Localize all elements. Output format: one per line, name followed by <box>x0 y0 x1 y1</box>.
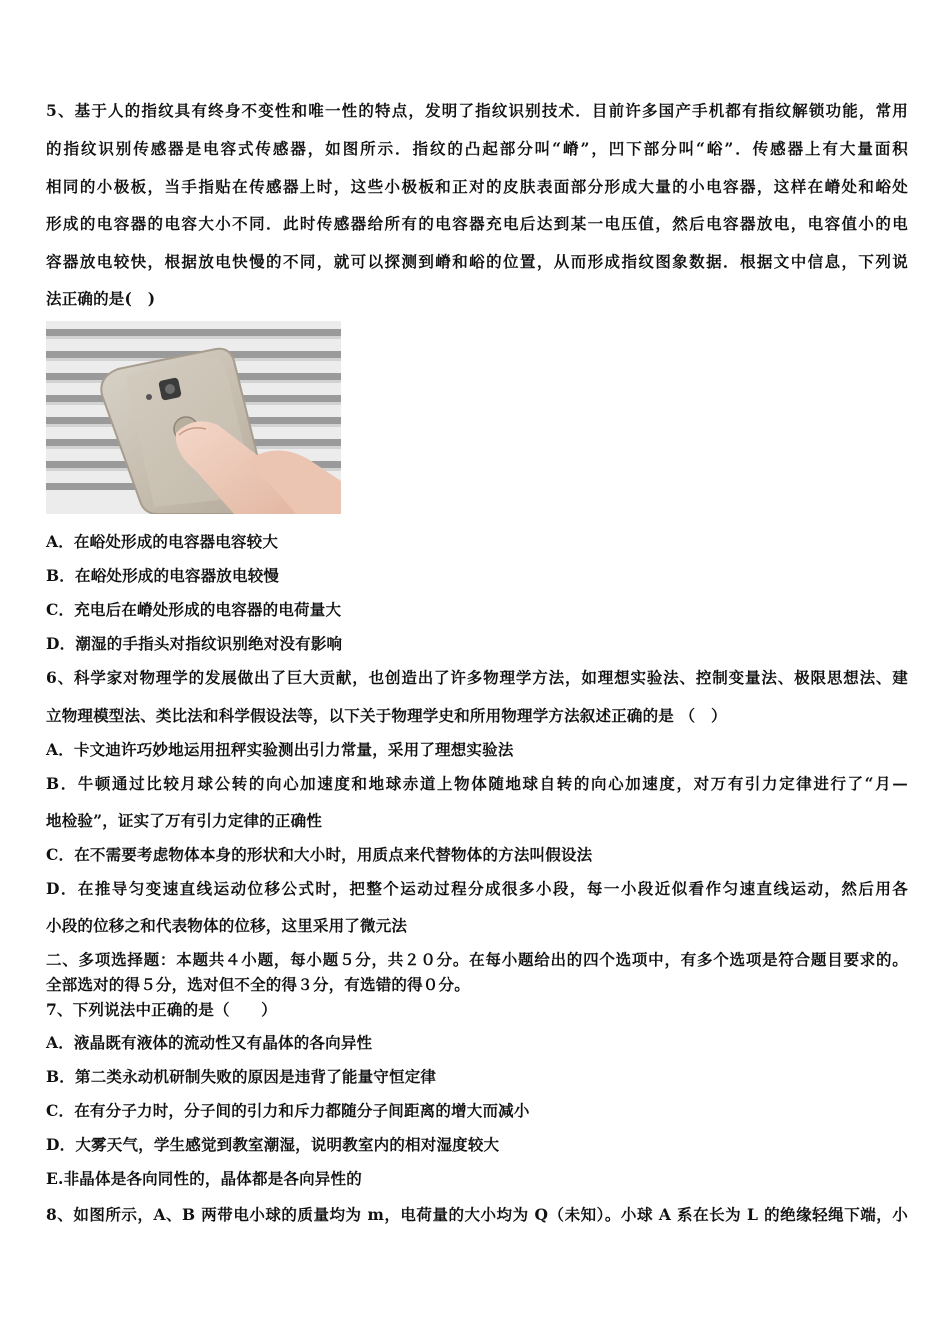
phone-finger-illustration <box>46 321 341 514</box>
q5-stem-line-4: 形成的电容器的电容大小不同．此时传感器给所有的电容器充电后达到某一电压值，然后电容器放电，电容值小的电 <box>46 214 908 233</box>
q7-stem: 7、下列说法中正确的是（ ） <box>46 1000 277 1019</box>
q6-option-a: A．卡文迪许巧妙地运用扭秤实验测出引力常量，采用了理想实验法 <box>46 740 514 759</box>
q5-option-d: D．潮湿的手指头对指纹识别绝对没有影响 <box>46 634 343 653</box>
section2-instructions-line-2: 全部选对的得５分，选对但不全的得３分，有选错的得０分。 <box>46 975 470 994</box>
q8-stem-line-1: 8、如图所示，A、B 两带电小球的质量均为 m，电荷量的大小均为 Q（未知）。小球 A 系在长为 L 的绝缘轻绳下端，小 <box>46 1205 908 1224</box>
q5-option-b: B．在峪处形成的电容器放电较慢 <box>46 566 280 585</box>
q6-option-c: C．在不需要考虑物体本身的形状和大小时，用质点来代替物体的方法叫假设法 <box>46 845 593 864</box>
q7-option-d: D．大雾天气，学生感觉到教室潮湿，说明教室内的相对湿度较大 <box>46 1135 500 1154</box>
q6-stem-line-2: 立物理模型法、类比法和科学假设法等，以下关于物理学史和所用物理学方法叙述正确的是 （ ） <box>46 706 727 725</box>
q5-option-a: A．在峪处形成的电容器电容较大 <box>46 532 279 551</box>
q6-option-b-line-2: 地检验”，证实了万有引力定律的正确性 <box>46 811 323 830</box>
section2-instructions-line-1: 二、多项选择题：本题共４小题，每小题５分，共２０分。在每小题给出的四个选项中，有多个选项是符合题目要求的。 <box>46 950 908 969</box>
q7-option-a: A．液晶既有液体的流动性又有晶体的各向异性 <box>46 1033 373 1052</box>
q6-option-b-line-1: B．牛顿通过比较月球公转的向心加速度和地球赤道上物体随地球自转的向心加速度，对万有引力定律进行了“月— <box>46 774 908 793</box>
q6-stem-line-1: 6、科学家对物理学的发展做出了巨大贡献，也创造出了许多物理学方法，如理想实验法、控制变量法、极限思想法、建 <box>46 668 908 687</box>
q5-stem-line-1: 5、基于人的指纹具有终身不变性和唯一性的特点，发明了指纹识别技术．目前许多国产手机都有指纹解锁功能，常用 <box>46 101 908 120</box>
q7-option-e: E.非晶体是各向同性的，晶体都是各向异性的 <box>46 1169 362 1188</box>
q5-stem-line-2: 的指纹识别传感器是电容式传感器，如图所示．指纹的凸起部分叫“嵴”，凹下部分叫“峪”．传感器上有大量面积 <box>46 139 908 158</box>
q5-stem-line-5: 容器放电较快，根据放电快慢的不同，就可以探测到嵴和峪的位置，从而形成指纹图象数据．根据文中信息，下列说 <box>46 252 908 271</box>
q6-option-d-line-1: D．在推导匀变速直线运动位移公式时，把整个运动过程分成很多小段，每一小段近似看作匀速直线运动，然后用各 <box>46 879 908 898</box>
q6-option-d-line-2: 小段的位移之和代表物体的位移，这里采用了微元法 <box>46 916 408 935</box>
fingerprint-phone-photo <box>46 321 341 514</box>
q7-option-c: C．在有分子力时，分子间的引力和斥力都随分子间距离的增大而减小 <box>46 1101 530 1120</box>
q5-stem-line-3: 相同的小极板，当手指贴在传感器上时，这些小极板和正对的皮肤表面部分形成大量的小电容器，这样在嵴处和峪处 <box>46 177 908 196</box>
q7-option-b: B．第二类永动机研制失败的原因是违背了能量守恒定律 <box>46 1067 437 1086</box>
q5-stem-line-6: 法正确的是( ) <box>46 289 156 308</box>
q5-option-c: C．充电后在嵴处形成的电容器的电荷量大 <box>46 600 342 619</box>
